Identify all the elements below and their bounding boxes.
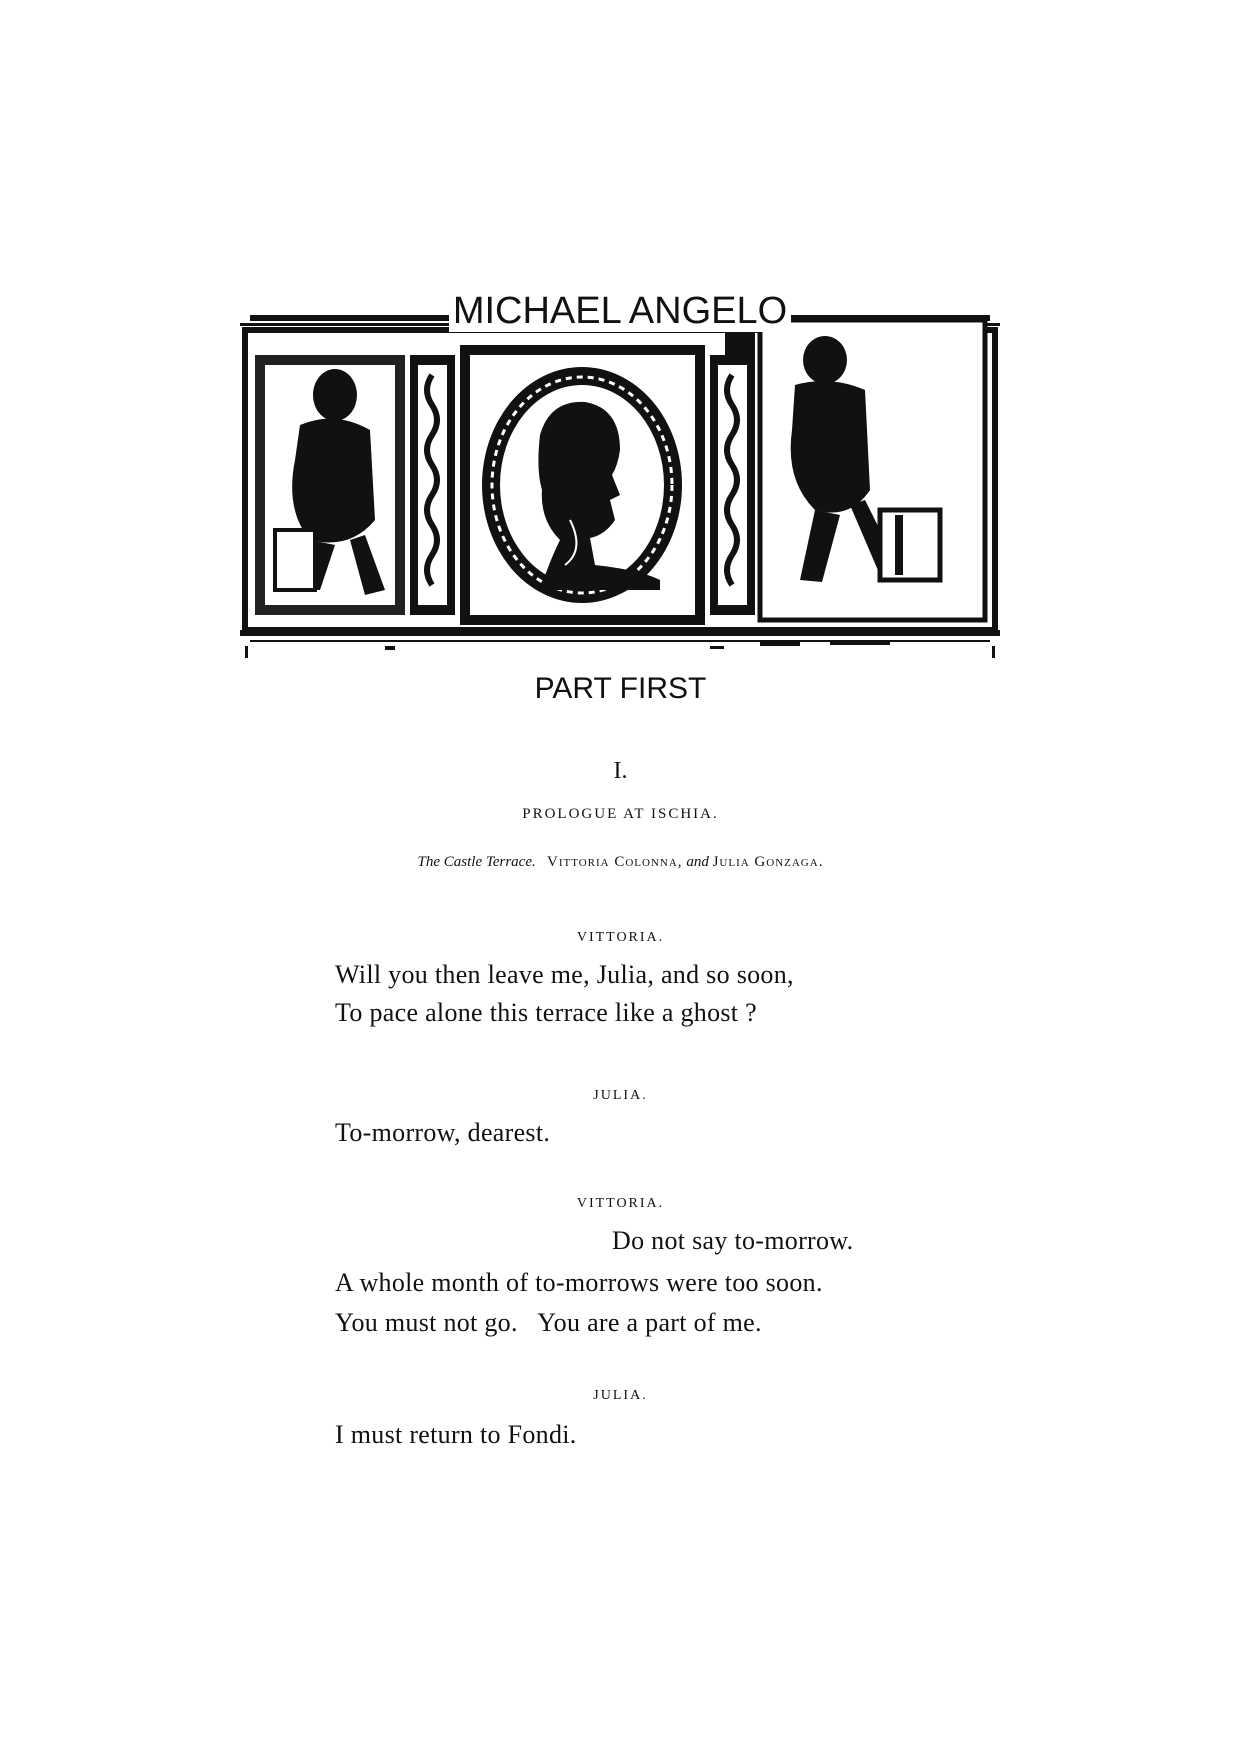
verse-line: A whole month of to-morrows were too soon. — [335, 1268, 823, 1297]
setting-character-2: Julia Gonzaga. — [712, 854, 824, 870]
banner-title — [240, 290, 1000, 336]
verse-line: You must not go. You are a part of me. — [335, 1308, 762, 1337]
banner-title-text: MICHAEL ANGELO — [449, 290, 791, 332]
setting-conjunction: and — [686, 854, 709, 870]
section-numeral: I. — [613, 758, 628, 784]
speaker-name: JULIA. — [593, 1388, 648, 1403]
verse-line: I must return to Fondi. — [335, 1420, 577, 1449]
prologue-heading: PROLOGUE AT ISCHIA. — [522, 806, 719, 822]
scene-setting — [0, 854, 1241, 871]
verse-line: Will you then leave me, Julia, and so soon, — [335, 960, 794, 989]
verse-line: To pace alone this terrace like a ghost ? — [335, 998, 757, 1027]
engraving-artwork — [240, 290, 1000, 685]
speaker-name: JULIA. — [593, 1088, 648, 1103]
part-title: PART FIRST — [534, 672, 707, 705]
setting-place: The Castle Terrace. — [417, 854, 536, 870]
verse-line: Do not say to-morrow. — [612, 1226, 854, 1255]
speaker-name: VITTORIA. — [576, 930, 665, 945]
speaker-name: VITTORIA. — [576, 1196, 665, 1211]
title-banner-illustration — [240, 290, 1000, 685]
setting-character-1: Vittoria Colonna, — [546, 854, 683, 870]
verse-line: To-morrow, dearest. — [335, 1118, 551, 1147]
